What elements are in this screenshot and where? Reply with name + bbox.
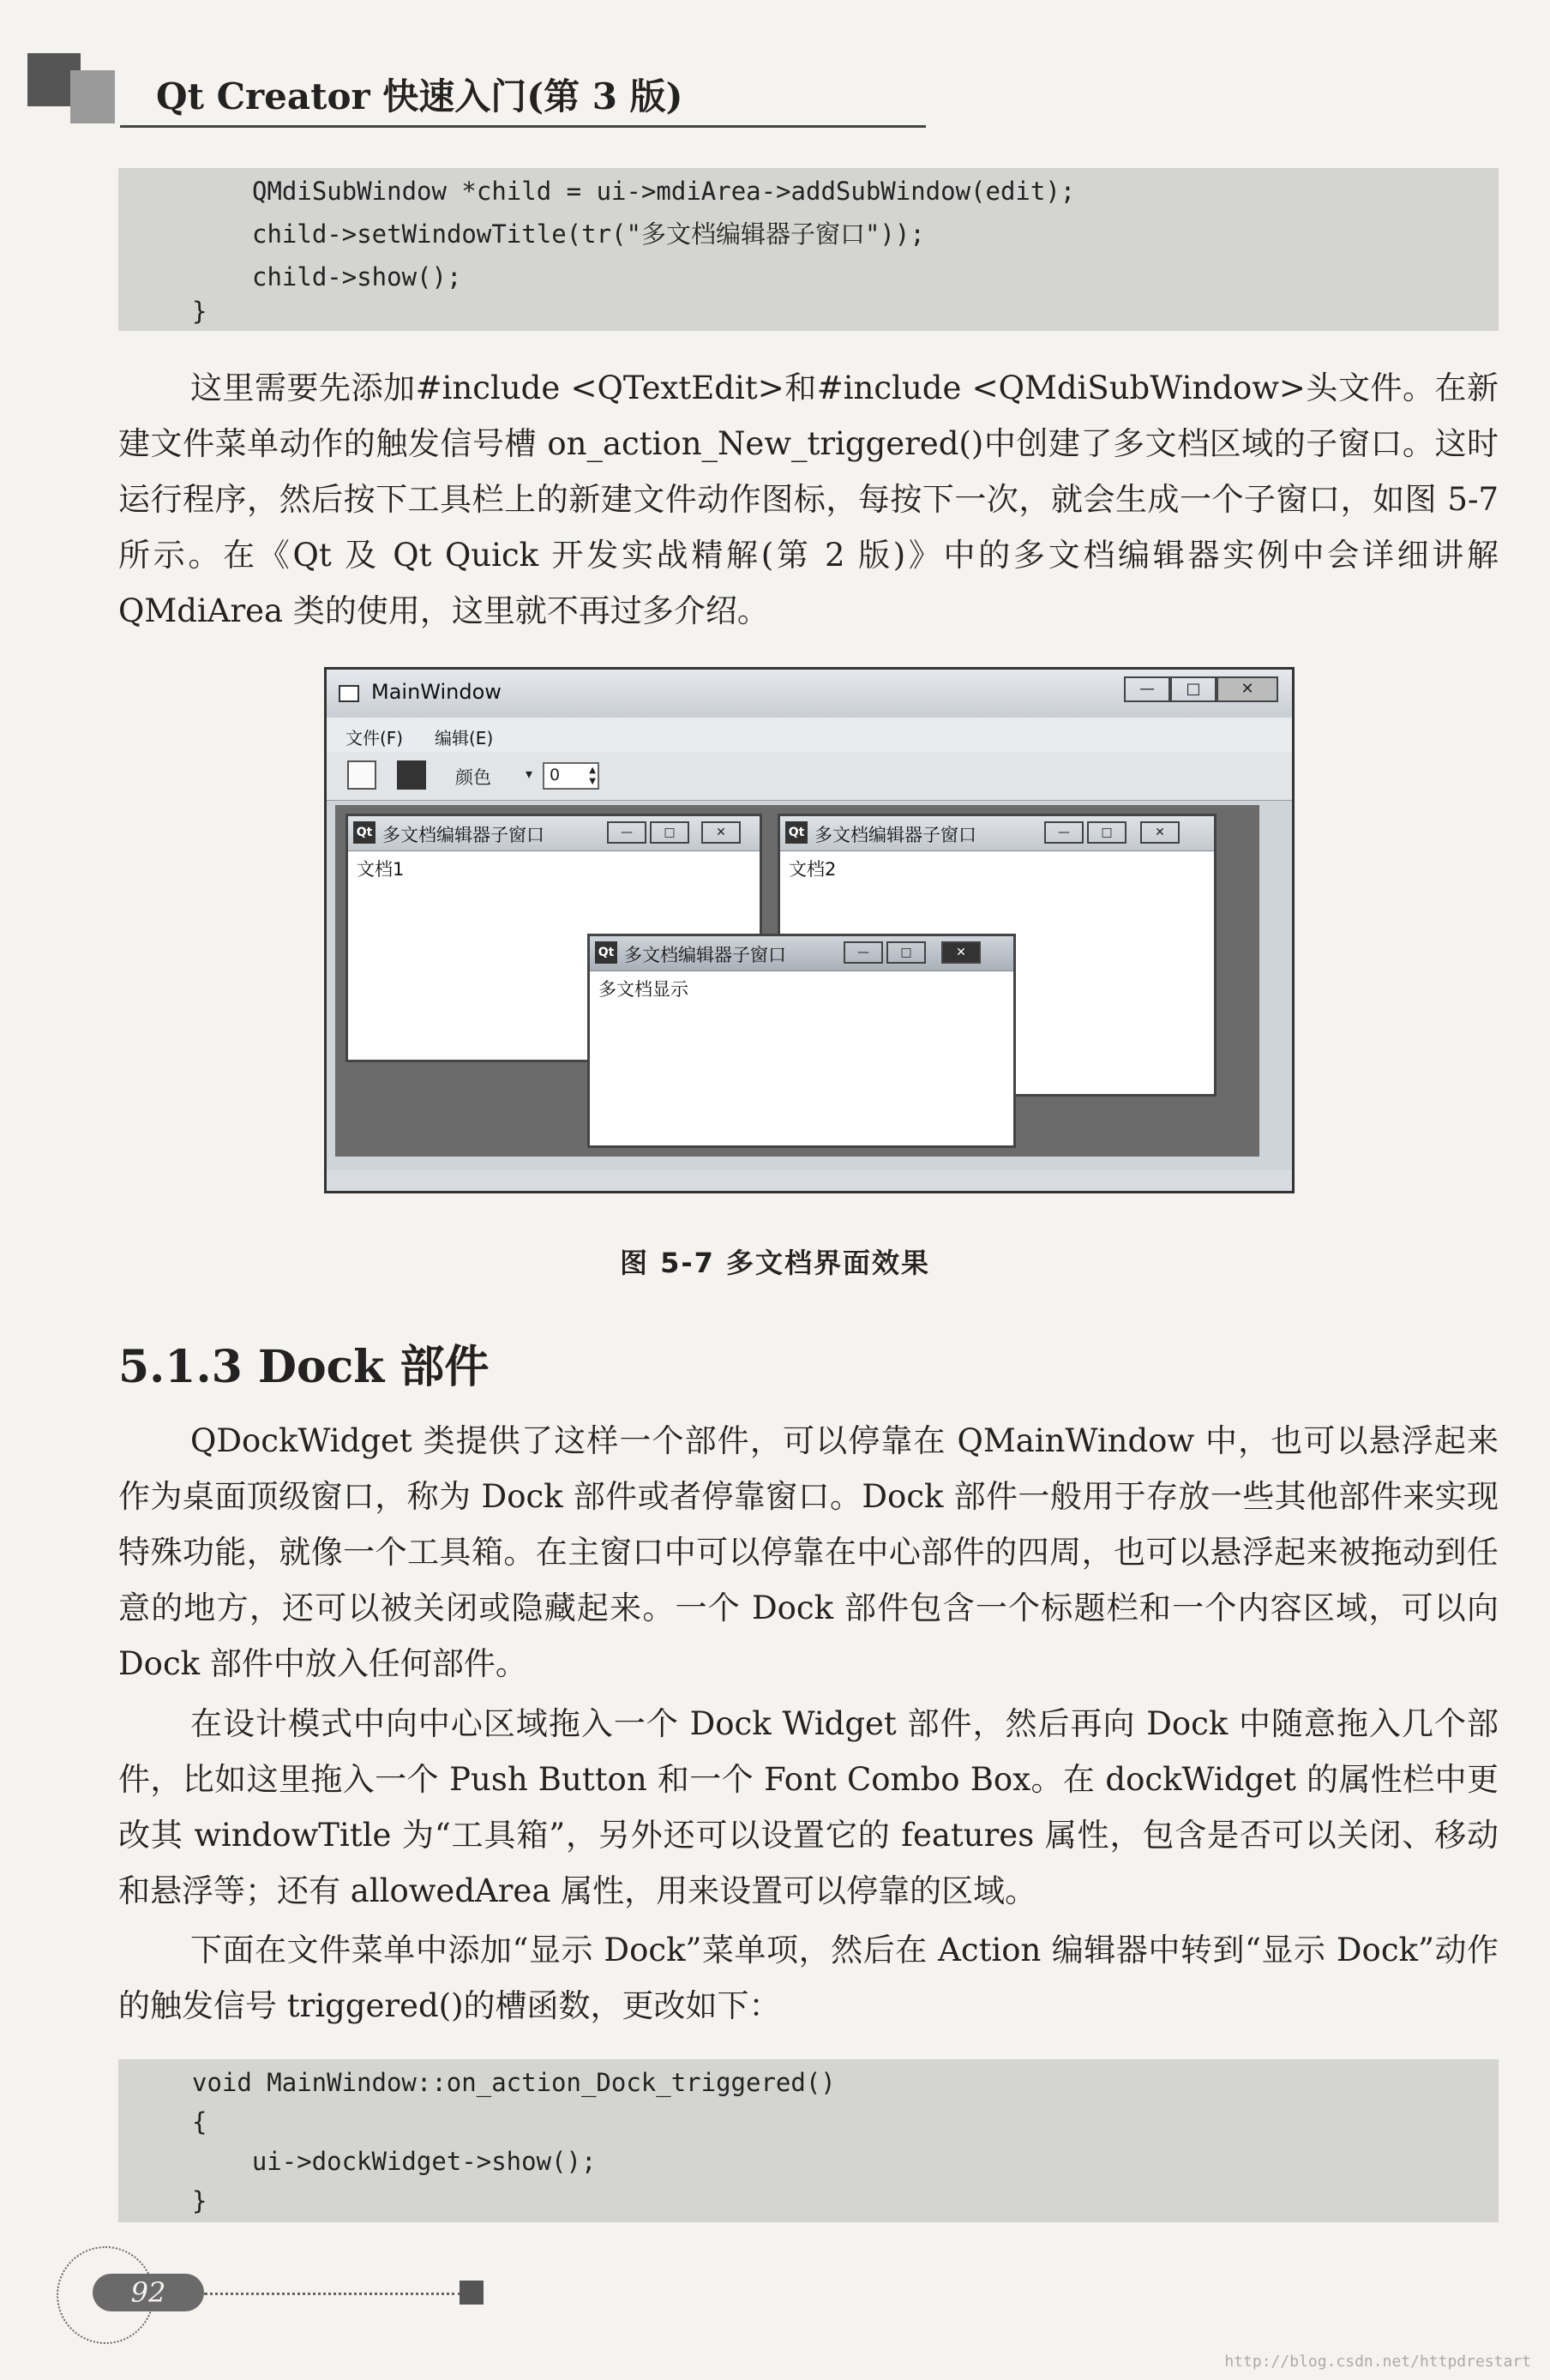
footer-square (460, 2281, 484, 2305)
figure-mdi-screenshot (324, 667, 1295, 1193)
maximize-button[interactable]: □ (1170, 676, 1217, 702)
paragraph-1: 这里需要先添加#include <QTextEdit>和#include <QMdiSubWindow>头文件。在新建文件菜单动作的触发信号槽 on_action_New_triggered()中创建了多文档区域的子窗口。这时运行程序，然后按下工具栏上的新建文件动作图标，每按下一次，就会生成一个子窗口，如图 5-7 所示。在《Qt 及 Qt Quick 开发实战精解(第 2 版)》中的多文档编辑器实例中会详细讲解 QMdiArea 类的使用，这里就不再过多介绍。 (118, 370, 1499, 629)
code-line: QMdiSubWindow *child = ui->mdiArea->addSubWindow(edit); (252, 177, 1076, 206)
code-line: child->setWindowTitle(tr("多文档编辑器子窗口")); (252, 219, 925, 249)
figure-caption: 图 5-7 多文档界面效果 (619, 1247, 931, 1279)
paragraph-4: 下面在文件菜单中添加“显示 Dock”菜单项，然后在 Action 编辑器中转到“显示 Dock”动作的触发信号 triggered()的槽函数，更改如下： (118, 1932, 1499, 2024)
code-line: { (192, 2107, 207, 2137)
code-line: void MainWindow::on_action_Dock_triggered() (192, 2068, 836, 2097)
subwindow-title: 多文档编辑器子窗口 (814, 825, 976, 845)
spin-arrows-icon[interactable]: ▲ ▼ (589, 766, 596, 786)
code-line: } (192, 2186, 207, 2215)
code-block-2 (118, 2059, 1499, 2222)
subwindow-titlebar (590, 936, 1013, 971)
paragraph-2: QDockWidget 类提供了这样一个部件，可以停靠在 QMainWindow 中，也可以悬浮起来作为桌面顶级窗口，称为 Dock 部件或者停靠窗口。Dock 部件一般用于存放一些其他部件来实现特殊功能，就像一个工具箱。在主窗口中可以停靠在中心部件的四周，也可以悬浮起来被拖动到任意的地方，还可以被关闭或隐藏起来。一个 Dock 部件包含一个标题栏和一个内容区域，可以向 Dock 部件中放入任何部件。 (118, 1422, 1499, 1682)
qt-logo-icon: Qt (785, 821, 808, 844)
close-button[interactable]: ✕ (1217, 676, 1278, 702)
page-header-title: Qt Creator 快速入门(第 3 版) (156, 75, 683, 117)
document-text[interactable]: 多文档显示 (598, 979, 688, 1000)
maximize-button[interactable]: □ (886, 941, 926, 964)
qt-logo-icon: Qt (595, 941, 617, 964)
color-label: 颜色 (455, 767, 491, 788)
page-number: 92 (130, 2276, 166, 2309)
footer-dotted-line (204, 2293, 461, 2295)
toolbar (327, 752, 1292, 801)
new-file-icon[interactable] (347, 760, 376, 790)
minimize-button[interactable]: — (607, 821, 646, 844)
mdi-area (335, 805, 1259, 1157)
statusbar (327, 1170, 1292, 1191)
header-decoration-light (70, 70, 115, 123)
header-rule (120, 125, 926, 128)
spin-box[interactable] (543, 762, 599, 790)
subwindow-3[interactable] (587, 934, 1016, 1148)
main-window-title: MainWindow (371, 680, 502, 704)
code-line: } (192, 297, 207, 326)
minimize-button[interactable]: — (1124, 676, 1170, 702)
menu-edit[interactable]: 编辑(E) (435, 728, 494, 748)
document-text[interactable]: 文档1 (357, 859, 405, 880)
menubar (327, 718, 1292, 753)
maximize-button[interactable]: □ (650, 821, 689, 844)
watermark: http://blog.csdn.net/httpdrestart (1224, 2353, 1531, 2371)
open-file-icon[interactable] (397, 760, 426, 790)
subwindow-title: 多文档编辑器子窗口 (624, 945, 786, 965)
minimize-button[interactable]: — (1044, 821, 1084, 844)
minimize-button[interactable]: — (844, 941, 883, 964)
spin-value: 0 (550, 766, 561, 784)
chevron-down-icon[interactable]: ▾ (526, 766, 533, 782)
code-line: child->show(); (252, 262, 462, 291)
subwindow-titlebar (348, 816, 760, 851)
maximize-button[interactable]: □ (1087, 821, 1126, 844)
subwindow-title: 多文档编辑器子窗口 (382, 825, 544, 845)
document-text[interactable]: 文档2 (789, 859, 837, 880)
close-button[interactable]: ✕ (941, 941, 981, 964)
qt-logo-icon: Qt (353, 821, 375, 844)
close-button[interactable]: ✕ (701, 821, 741, 844)
code-line: ui->dockWidget->show(); (192, 2147, 597, 2176)
subwindow-titlebar (780, 816, 1214, 851)
code-block-1 (118, 168, 1499, 331)
window-icon (339, 685, 359, 702)
main-window-titlebar (327, 670, 1292, 718)
paragraph-3: 在设计模式中向中心区域拖入一个 Dock Widget 部件，然后再向 Dock 中随意拖入几个部件，比如这里拖入一个 Push Button 和一个 Font Combo Box。在 dockWidget 的属性栏中更改其 windowTitle 为“工具箱”，另外还可以设置它的 features 属性，包含是否可以关闭、移动和悬浮等；还有 allowedArea 属性，用来设置可以停靠的区域。 (118, 1705, 1499, 1909)
close-button[interactable]: ✕ (1140, 821, 1180, 844)
section-heading: 5.1.3 Dock 部件 (118, 1341, 490, 1393)
menu-file[interactable]: 文件(F) (345, 728, 404, 748)
